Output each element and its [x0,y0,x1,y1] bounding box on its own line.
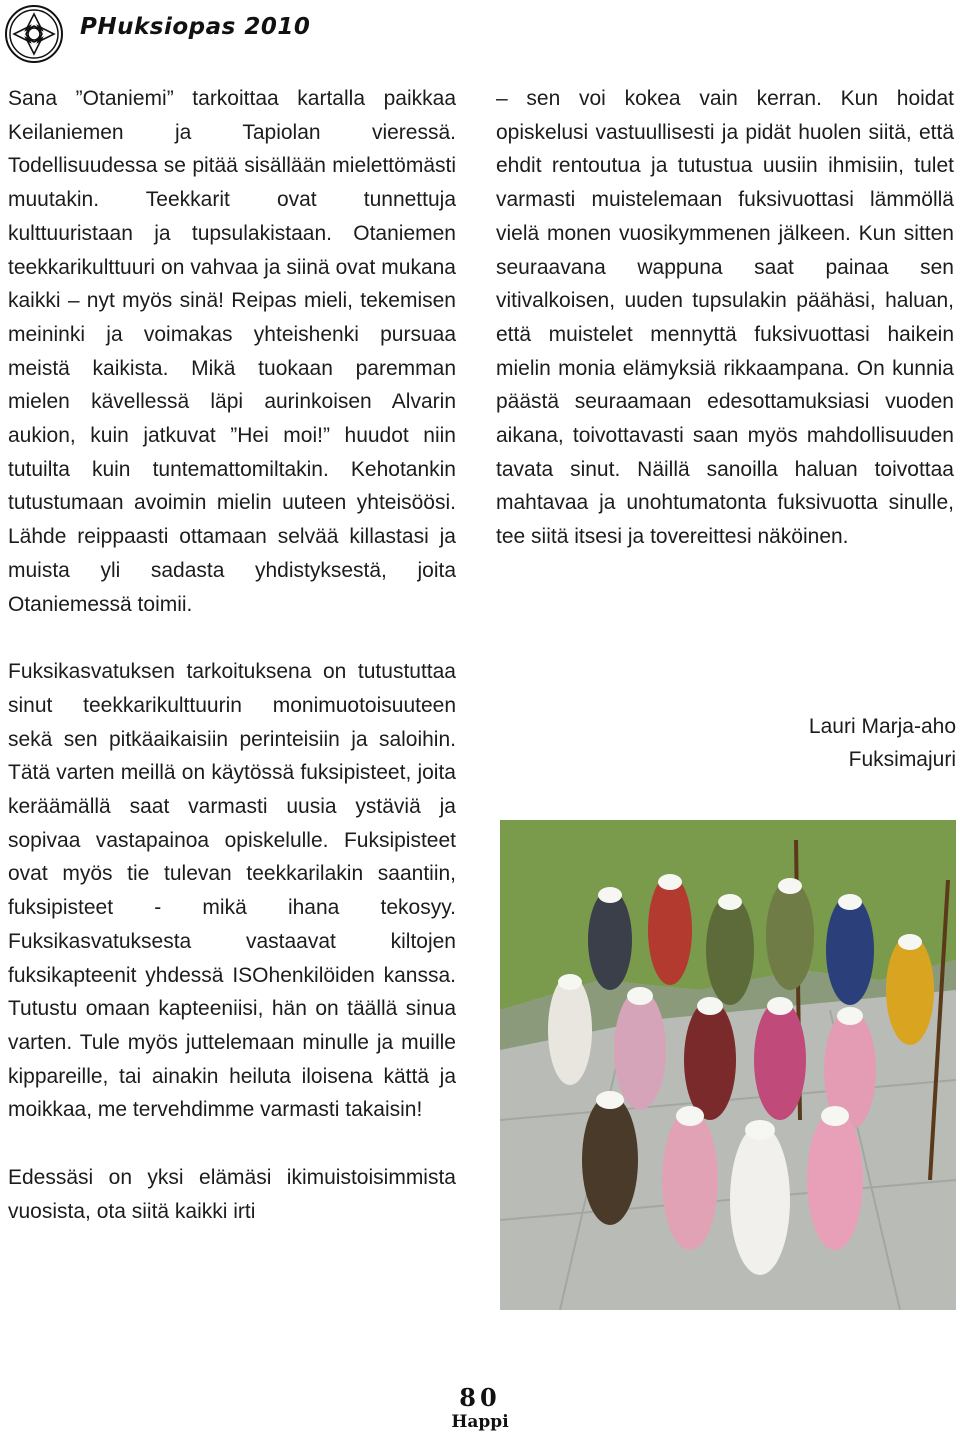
signature-name: Lauri Marja-aho [808,715,956,738]
magazine-name: Happi [451,1412,509,1432]
signature-role: Fuksimajuri [848,748,956,771]
group-photo [500,820,956,1310]
circular-emblem-icon [4,4,64,64]
page-footer [380,1384,580,1432]
continuation-paragraph: – sen voi kokea vain kerran. Kun hoidat opiskelusi vastuullisesti ja pidät huolen siitä, että ehdit rentoutua ja tutustua uusiin ihmisiin, tulet varmasti muistelemaan fuksivuottasi lämmöllä vielä monen vuosikymmenen jälkeen. Kun sitten seuraavana wappuna saat painaa sen vitivalkoisen, uuden tupsulakin päähäsi, haluan, että muistelet mennyttä fuksivuottasi haikein mielin monia elämyksiä rikkaampana. On kunnia päästä seuraamaan edesottamuksiasi vuoden aikana, toivottavasti saan myös mahdollisuuden tavata sinut. Näillä sanoilla haluan toivottaa mahtavaa ja unohtumatonta fuksivuotta sinulle, tee siitä itsesi ja tovereittesi näköinen. [496,87,954,549]
fuksikasvatus-paragraph: Fuksikasvatuksen tarkoituksena on tutustuttaa sinut teekkarikulttuurin monimuotoisuuteen sekä sen pitkäaikaisiin perinteisiin ja saloihin. Tätä varten meillä on käytössä fuksipisteet, joita keräämällä saat varmasti uusia ystäviä ja sopivaa vastapainoa opiskelulle. Fuksipisteet ovat myös tie tulevan teekkarilakin saantiin, fuksipisteet - mikä ihana tekosyy. Fuksikasvatuksesta vastaavat kiltojen fuksikapteenit yhdessä ISOhenkilöiden kanssa. Tutustu omaan kapteeniisi, hän on täällä sinua varten. Tule myös juttelemaan minulle ja muille kippareille, tai ainakin heiluta iloisena kättä ja moikkaa, me tervehdimme varmasti takaisin! [8,660,456,1122]
left-column [8,82,456,1229]
intro-paragraph: Sana ”Otaniemi” tarkoittaa kartalla paikkaa Keilaniemen ja Tapiolan vieressä. Todellisuudessa se pitää sisällään mielettömästi muutakin. Teekkarit ovat tunnettuja kulttuuristaan ja tupsulakistaan. Otaniemen teekkarikulttuuri on vahvaa ja siinä ovat mukana kaikki – nyt myös sinä! Reipas mieli, tekemisen meininki ja voimakas yhteishenki pursuaa meistä kaikista. Mikä tuokaan paremman mielen kävellessä läpi aurinkoisen Alvarin aukion, kuin jatkuvat ”Hei moi!” huudot niin tutuilta kuin tuntemattomiltakin. Kehotankin tutustumaan avoimin mielin uuteen yhteisöösi. Lähde reippaasti ottamaan selvää killastasi ja muista yli sadasta yhdistyksestä, joita Otaniemessä toimii. [8,87,456,616]
page-header [0,0,960,70]
header-title: PHuksiopas 2010 [80,14,311,40]
signature-block [640,710,956,776]
right-column [496,82,954,554]
closing-paragraph: Edessäsi on yksi elämäsi ikimuistoisimmista vuosista, ota siitä kaikki irti [8,1166,456,1223]
page-number: 80 [459,1383,501,1412]
